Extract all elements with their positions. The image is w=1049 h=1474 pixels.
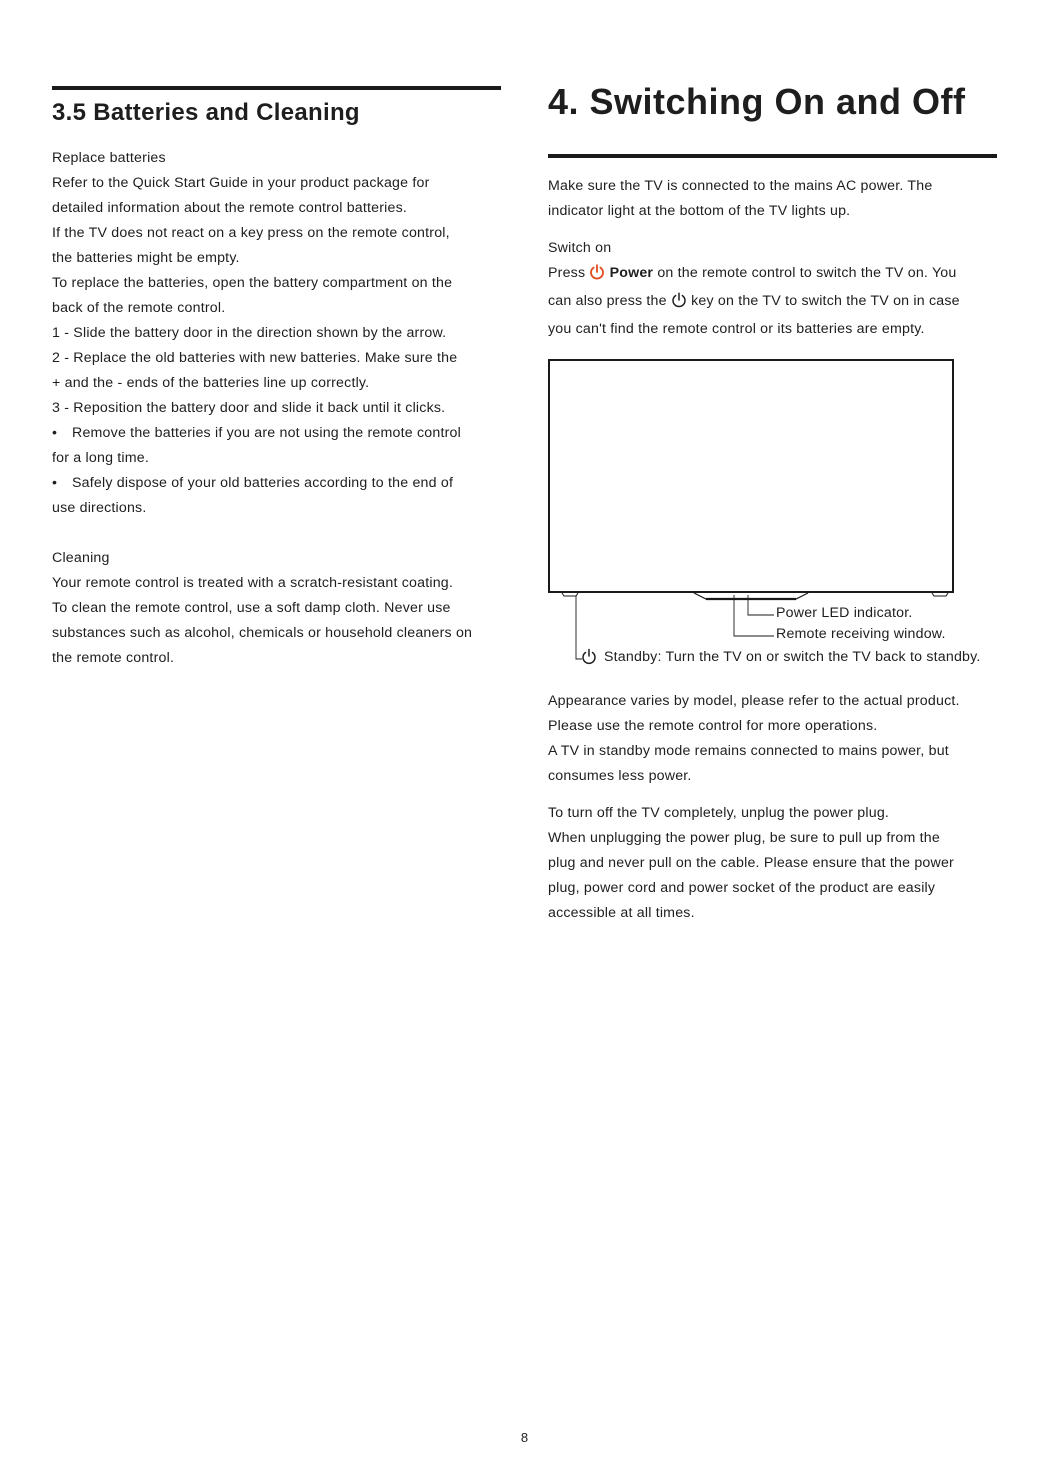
note-line: A TV in standby mode remains connected to mains power, but bbox=[548, 743, 949, 759]
cleaning-line: the remote control. bbox=[52, 650, 175, 666]
off-line: To turn off the TV completely, unplug the power plug. bbox=[548, 805, 890, 821]
callout-window: Remote receiving window. bbox=[776, 626, 946, 642]
note-line: Please use the remote control for more operations. bbox=[548, 718, 878, 734]
notes-block bbox=[548, 689, 1003, 789]
cleaning-line: Your remote control is treated with a scratch-resistant coating. bbox=[52, 575, 454, 591]
left-column bbox=[52, 86, 501, 671]
replace-line: the batteries might be empty. bbox=[52, 250, 240, 266]
also-press-line-cont: you can't find the remote control or its batteries are empty. bbox=[548, 321, 925, 337]
off-line: plug, power cord and power socket of the product are easily bbox=[548, 880, 936, 896]
step-2: 2 - Replace the old batteries with new batteries. Make sure the bbox=[52, 350, 458, 366]
step-3: 3 - Reposition the battery door and slide it back until it clicks. bbox=[52, 400, 446, 416]
replace-line: back of the remote control. bbox=[52, 300, 226, 316]
cleaning-title: Cleaning bbox=[52, 550, 110, 566]
bullet-remove-cont: for a long time. bbox=[52, 450, 150, 466]
bullet-dispose-cont: use directions. bbox=[52, 500, 147, 516]
right-column bbox=[548, 80, 1003, 926]
switch-off-block bbox=[548, 801, 1003, 926]
off-line: When unplugging the power plug, be sure to pull up from the bbox=[548, 830, 940, 846]
press-power-line: Press Power on the remote control to switch the TV on. You bbox=[548, 261, 1003, 289]
power-word: Power bbox=[609, 265, 654, 281]
page-number: 8 bbox=[520, 1430, 529, 1445]
callout-standby: Standby: Turn the TV on or switch the TV back to standby. bbox=[604, 649, 981, 665]
step-1: 1 - Slide the battery door in the direction shown by the arrow. bbox=[52, 325, 447, 341]
note-line: consumes less power. bbox=[548, 768, 692, 784]
replace-title: Replace batteries bbox=[52, 150, 166, 166]
tv-illustration bbox=[548, 359, 1003, 679]
step-2-cont: + and the - ends of the batteries line up correctly. bbox=[52, 375, 370, 391]
replace-line: If the TV does not react on a key press on the remote control, bbox=[52, 225, 450, 241]
section-heading-batteries: 3.5 Batteries and Cleaning bbox=[52, 99, 360, 126]
power-key-icon bbox=[671, 292, 687, 317]
chapter-heading: 4. Switching On and Off bbox=[548, 81, 966, 122]
section-rule bbox=[52, 86, 501, 90]
power-icon bbox=[589, 264, 605, 289]
callout-led: Power LED indicator. bbox=[776, 605, 913, 621]
chapter-rule bbox=[548, 154, 997, 158]
bullet-dispose: • Safely dispose of your old batteries according to the end of bbox=[52, 471, 501, 496]
intro-line: Make sure the TV is connected to the mains AC power. The bbox=[548, 178, 933, 194]
bullet-dot: • bbox=[52, 475, 58, 491]
cleaning-block bbox=[52, 546, 501, 671]
replace-line: To replace the batteries, open the battery compartment on the bbox=[52, 275, 453, 291]
cleaning-line: substances such as alcohol, chemicals or household cleaners on bbox=[52, 625, 473, 641]
switch-on-block bbox=[548, 236, 1003, 342]
off-line: accessible at all times. bbox=[548, 905, 695, 921]
replace-line: Refer to the Quick Start Guide in your product package for bbox=[52, 175, 430, 191]
off-line: plug and never pull on the cable. Please ensure that the power bbox=[548, 855, 954, 871]
bullet-remove: • Remove the batteries if you are not using the remote control bbox=[52, 421, 501, 446]
intro-line: indicator light at the bottom of the TV lights up. bbox=[548, 203, 851, 219]
cleaning-line: To clean the remote control, use a soft damp cloth. Never use bbox=[52, 600, 451, 616]
note-line: Appearance varies by model, please refer to the actual product. bbox=[548, 693, 960, 709]
replace-batteries-block bbox=[52, 146, 501, 521]
intro-block bbox=[548, 174, 1003, 224]
switch-on-title: Switch on bbox=[548, 240, 612, 256]
replace-line: detailed information about the remote control batteries. bbox=[52, 200, 408, 216]
bullet-dot: • bbox=[52, 425, 58, 441]
also-press-line: can also press the key on the TV to switch the TV on in case bbox=[548, 289, 1003, 317]
